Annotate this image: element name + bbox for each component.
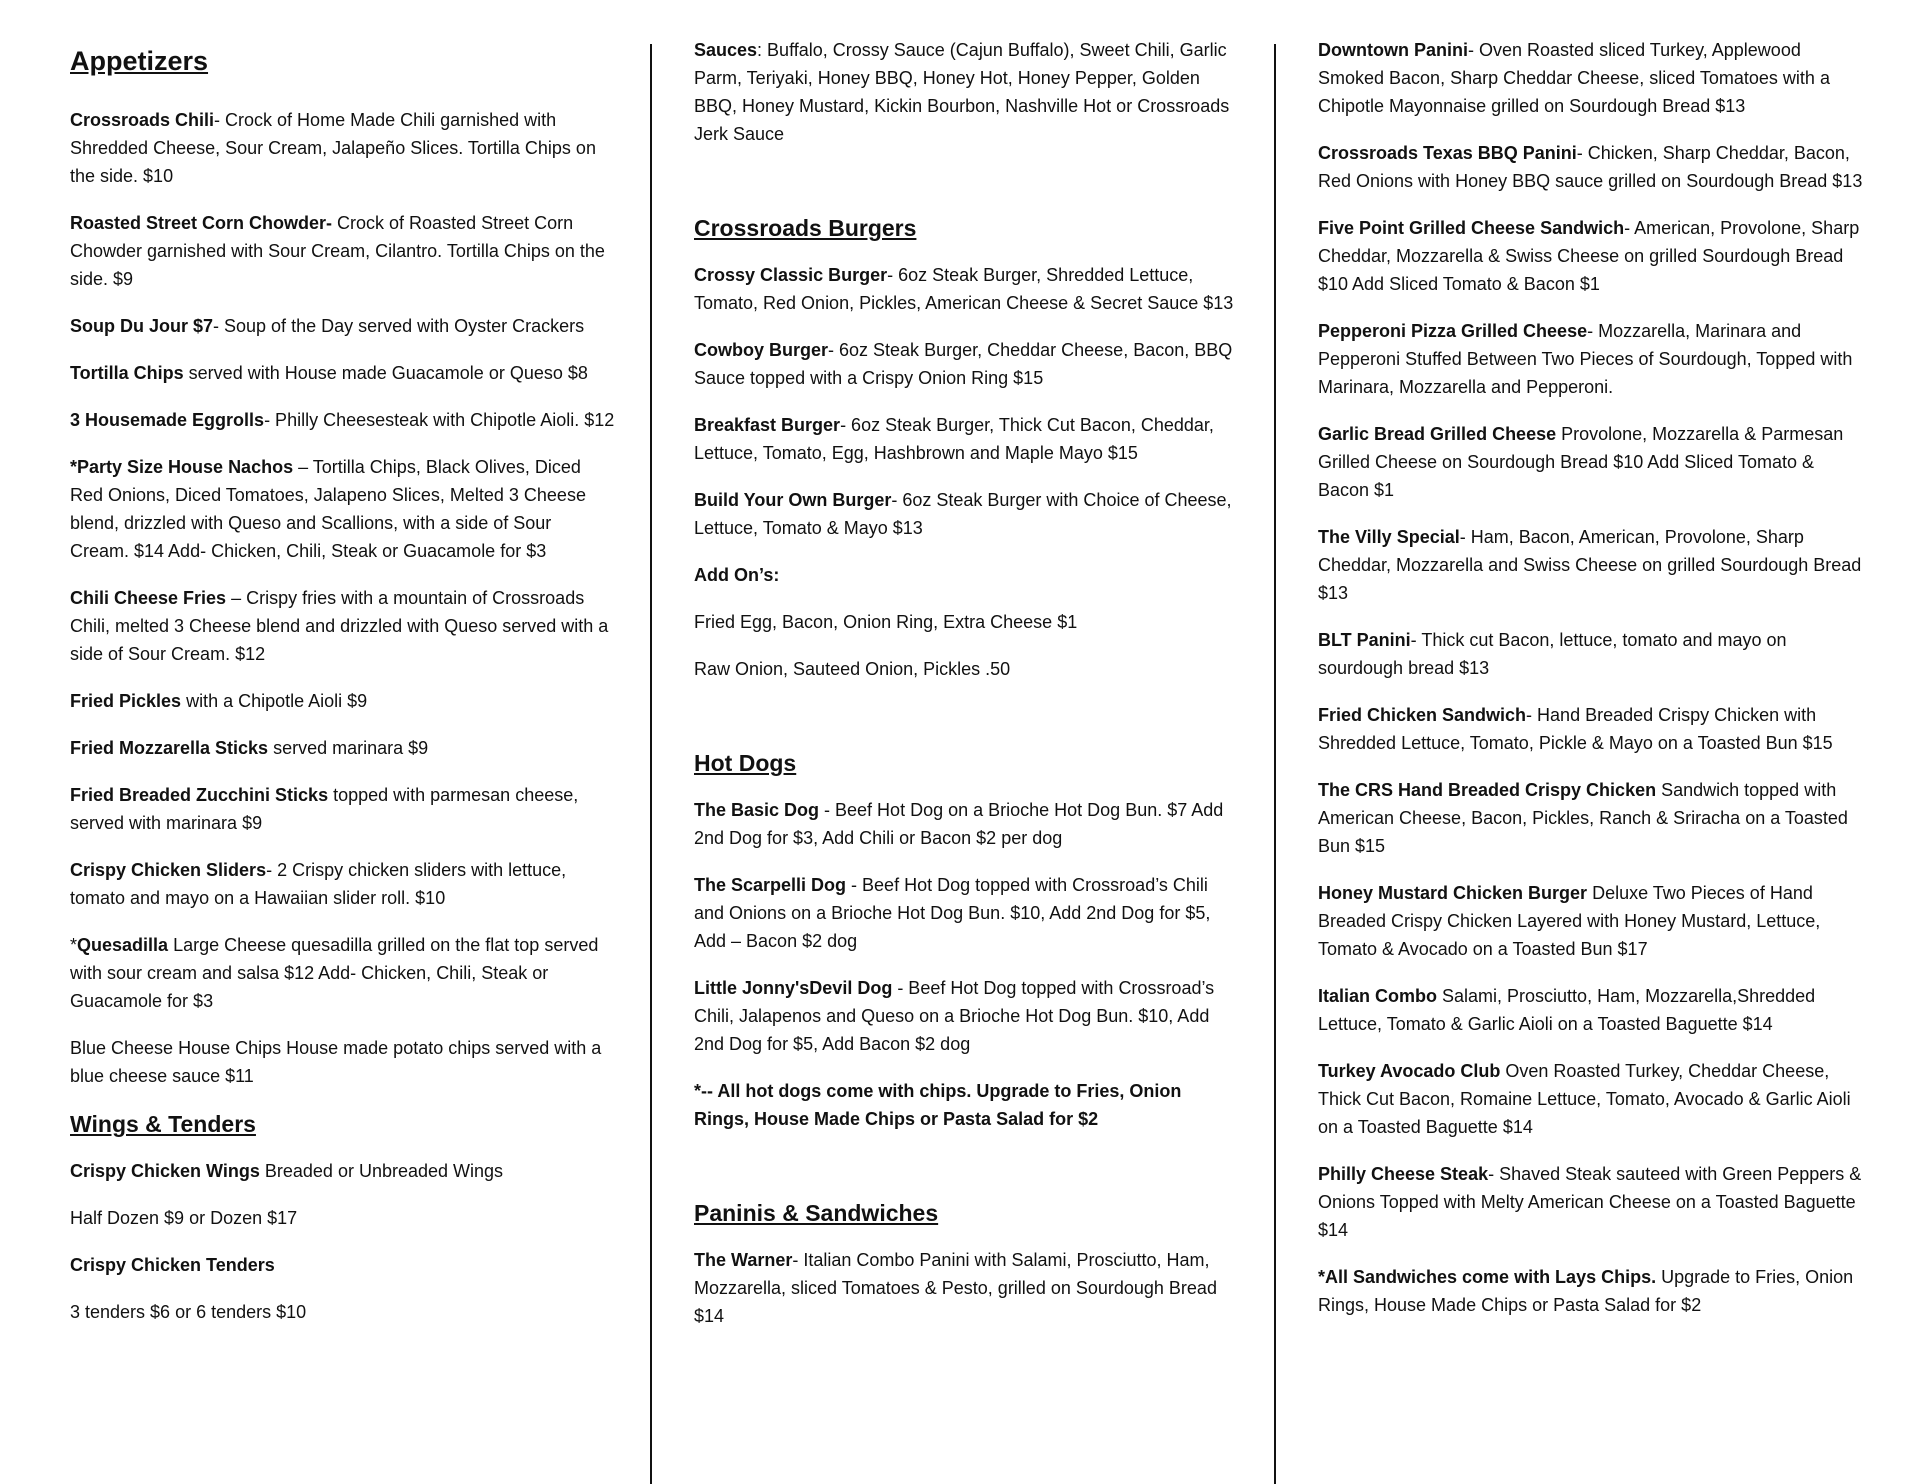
menu-item-description: - Hand Breaded Crispy Chicken with Shredded Lettuce, Tomato, Pickle & Mayo on a Toasted Bun $15 (1318, 705, 1833, 753)
menu-item (694, 1246, 1239, 1330)
menu-item-description: - Crock of Home Made Chili garnished with Shredded Cheese, Sour Cream, Jalapeño Slices. Tortilla Chips on the side. $10 (70, 110, 596, 186)
menu-item-description: - Philly Cheesesteak with Chipotle Aioli. $12 (264, 410, 615, 430)
menu-item-description: - 6oz Steak Burger, Shredded Lettuce, Tomato, Red Onion, Pickles, American Cheese & Secret Sauce $13 (694, 265, 1234, 313)
menu-item (70, 1157, 615, 1185)
menu-item-description: - Beef Hot Dog topped with Crossroad’s Chili, Jalapenos and Queso on a Brioche Hot Dog Bun. $10, Add 2nd Dog for $5, Add Bacon $2 dog (694, 978, 1215, 1054)
menu-item-description: Blue Cheese House Chips House made potato chips served with a blue cheese sauce $11 (70, 1038, 602, 1086)
menu-item-description: Oven Roasted Turkey, Cheddar Cheese, Thick Cut Bacon, Romaine Lettuce, Tomato, Avocado & Garlic Aioli on a Toasted Baguette $14 (1318, 1061, 1851, 1137)
menu-item (694, 608, 1239, 636)
menu-item-name: The Villy Special (1318, 527, 1460, 547)
menu-item-name: Downtown Panini (1318, 40, 1468, 60)
menu-item-description: Salami, Prosciutto, Ham, Mozzarella,Shredded Lettuce, Tomato & Garlic Aioli on a Toasted Baguette $14 (1318, 986, 1816, 1034)
section-spacer (694, 702, 1239, 748)
menu-item-description: - 6oz Steak Burger with Choice of Cheese, Lettuce, Tomato & Mayo $13 (694, 490, 1232, 538)
menu-item (70, 781, 615, 837)
menu-item-description: 3 tenders $6 or 6 tenders $10 (70, 1302, 307, 1322)
menu-item (1318, 36, 1863, 120)
menu-item-description: Large Cheese quesadilla grilled on the flat top served with sour cream and salsa $12 Add- Chicken, Chili, Steak or Guacamole for $3 (70, 935, 599, 1011)
menu-item-description: – Crispy fries with a mountain of Crossroads Chili, melted 3 Cheese blend and drizzled with Queso served with a side of Sour Cream. $12 (70, 588, 609, 664)
menu-item-name: *All Sandwiches come with Lays Chips. (1318, 1267, 1657, 1287)
menu-item-name: Fried Mozzarella Sticks (70, 738, 269, 758)
menu-item-description: topped with parmesan cheese, served with marinara $9 (70, 785, 579, 833)
menu-item (70, 687, 615, 715)
menu-item (70, 1251, 615, 1279)
section-heading: Paninis & Sandwiches (694, 1200, 939, 1226)
menu-item-name: Crossroads Texas BBQ Panini (1318, 143, 1577, 163)
menu-item (1318, 701, 1863, 757)
menu-item (70, 1298, 615, 1326)
menu-item (694, 36, 1239, 148)
menu-item-prefix: * (70, 935, 78, 955)
menu-item (70, 584, 615, 668)
section-heading: Appetizers (70, 46, 209, 76)
menu-item (1318, 420, 1863, 504)
menu-item-description: - Beef Hot Dog on a Brioche Hot Dog Bun. $7 Add 2nd Dog for $3, Add Chili or Bacon $2 per dog (694, 800, 1224, 848)
menu-item (1318, 1057, 1863, 1141)
menu-item-name: The Scarpelli Dog (694, 875, 847, 895)
menu-item (694, 974, 1239, 1058)
menu-column-1 (70, 36, 615, 1345)
menu-item-description: - American, Provolone, Sharp Cheddar, Mozzarella & Swiss Cheese on grilled Sourdough Bread $10 Add Sliced Tomato & Bacon $1 (1318, 218, 1860, 294)
menu-item-name: *Party Size House Nachos (70, 457, 294, 477)
menu-item-description: Sandwich topped with American Cheese, Bacon, Pickles, Ranch & Sriracha on a Toasted Bun $15 (1318, 780, 1848, 856)
menu-item-description: Raw Onion, Sauteed Onion, Pickles .50 (694, 659, 1011, 679)
menu-item (70, 734, 615, 762)
menu-item-description: served with House made Guacamole or Queso $8 (183, 363, 588, 383)
menu-item-description: : Buffalo, Crossy Sauce (Cajun Buffalo), Sweet Chili, Garlic Parm, Teriyaki, Honey BBQ, Honey Hot, Honey Pepper, Golden BBQ, Honey Mustard, Kickin Bourbon, Nashville Hot or Crossroads Jerk Sauce (694, 40, 1230, 144)
menu-item-name: The Warner (694, 1250, 793, 1270)
menu-item-name: The CRS Hand Breaded Crispy Chicken (1318, 780, 1657, 800)
menu-item-description: Upgrade to Fries, Onion Rings, House Made Chips or Pasta Salad for $2 (1318, 1267, 1854, 1315)
menu-item-name: *-- All hot dogs come with chips. Upgrade to Fries, Onion Rings, House Made Chips or Pasta Salad for $2 (694, 1081, 1182, 1129)
menu-item-name: Pepperoni Pizza Grilled Cheese (1318, 321, 1588, 341)
menu-item-name: Fried Pickles (70, 691, 182, 711)
menu-item (694, 796, 1239, 852)
menu-item (70, 312, 615, 340)
menu-item-description: - Shaved Steak sauteed with Green Peppers & Onions Topped with Melty American Cheese on a Toasted Baguette $14 (1318, 1164, 1862, 1240)
menu-column-2 (694, 36, 1239, 1349)
menu-item-description: - Mozzarella, Marinara and Pepperoni Stuffed Between Two Pieces of Sourdough, Topped with Marinara, Mozzarella and Pepperoni. (1318, 321, 1853, 397)
menu-item-description: - Thick cut Bacon, lettuce, tomato and mayo on sourdough bread $13 (1318, 630, 1787, 678)
menu-item-name: Five Point Grilled Cheese Sandwich (1318, 218, 1625, 238)
menu-item-description: Crock of Roasted Street Corn Chowder garnished with Sour Cream, Cilantro. Tortilla Chips on the side. $9 (70, 213, 605, 289)
menu-item-name: Italian Combo (1318, 986, 1438, 1006)
menu-item-description: Deluxe Two Pieces of Hand Breaded Crispy Chicken Layered with Honey Mustard, Lettuce, Tomato & Avocado on a Toasted Bun $17 (1318, 883, 1821, 959)
section-heading: Hot Dogs (694, 750, 797, 776)
menu-item-description: Provolone, Mozzarella & Parmesan Grilled Cheese on Sourdough Bread $10 Add Sliced Tomato & Bacon $1 (1318, 424, 1844, 500)
menu-item-name: Soup Du Jour $7 (70, 316, 214, 336)
menu-item-name: Add On’s: (694, 565, 780, 585)
menu-item (694, 261, 1239, 317)
menu-item-description: - Oven Roasted sliced Turkey, Applewood Smoked Bacon, Sharp Cheddar Cheese, sliced Tomatoes with a Chipotle Mayonnaise grilled on Sourdough Bread $13 (1318, 40, 1830, 116)
menu-item-name: Little Jonny'sDevil Dog (694, 978, 893, 998)
section-heading: Wings & Tenders (70, 1111, 256, 1137)
menu-item-name: Crispy Chicken Tenders (70, 1255, 275, 1275)
menu-item-name: Quesadilla (77, 935, 169, 955)
menu-item-name: The Basic Dog (694, 800, 820, 820)
menu-item (70, 209, 615, 293)
menu-item-name: Breakfast Burger (694, 415, 841, 435)
menu-item-name: Cowboy Burger (694, 340, 829, 360)
menu-item (70, 106, 615, 190)
menu-item (694, 1077, 1239, 1133)
menu-item-description: - Soup of the Day served with Oyster Crackers (213, 316, 585, 336)
menu-item-description: Fried Egg, Bacon, Onion Ring, Extra Cheese $1 (694, 612, 1078, 632)
menu-item (1318, 523, 1863, 607)
menu-item-name: Crispy Chicken Wings (70, 1161, 260, 1181)
menu-item-name: Crispy Chicken Sliders (70, 860, 267, 880)
menu-item (694, 486, 1239, 542)
menu-item-name: Garlic Bread Grilled Cheese (1318, 424, 1557, 444)
menu-item (694, 411, 1239, 467)
menu-item-name: Honey Mustard Chicken Burger (1318, 883, 1588, 903)
menu-item-description: - Ham, Bacon, American, Provolone, Sharp Cheddar, Mozzarella and Swiss Cheese on grilled Sourdough Bread $13 (1318, 527, 1862, 603)
menu-item (694, 336, 1239, 392)
menu-item (1318, 1160, 1863, 1244)
section-spacer (694, 167, 1239, 213)
column-divider (650, 44, 652, 1484)
menu-item-description: Breaded or Unbreaded Wings (259, 1161, 504, 1181)
menu-item-name: Sauces (694, 40, 758, 60)
menu-item-name: Fried Chicken Sandwich (1318, 705, 1527, 725)
menu-item (694, 655, 1239, 683)
menu-item-description: - Italian Combo Panini with Salami, Prosciutto, Ham, Mozzarella, sliced Tomatoes & Pesto, grilled on Sourdough Bread $14 (694, 1250, 1217, 1326)
menu-item (70, 856, 615, 912)
menu-item-description: - 6oz Steak Burger, Cheddar Cheese, Bacon, BBQ Sauce topped with a Crispy Onion Ring $15 (694, 340, 1233, 388)
menu-column-3 (1318, 36, 1863, 1338)
menu-item (70, 1034, 615, 1090)
menu-item-description: - 6oz Steak Burger, Thick Cut Bacon, Cheddar, Lettuce, Tomato, Egg, Hashbrown and Maple Mayo $15 (694, 415, 1214, 463)
menu-item-name: Philly Cheese Steak (1318, 1164, 1489, 1184)
menu-item (1318, 879, 1863, 963)
menu-item-name: Build Your Own Burger (694, 490, 892, 510)
menu-item-description: - Beef Hot Dog topped with Crossroad’s Chili and Onions on a Brioche Hot Dog Bun. $10, Add 2nd Dog for $5, Add – Bacon $2 dog (694, 875, 1211, 951)
menu-item-description: with a Chipotle Aioli $9 (181, 691, 368, 711)
menu-item-name: Turkey Avocado Club (1318, 1061, 1501, 1081)
menu-item-name: Crossroads Chili (70, 110, 215, 130)
menu-item-description: served marinara $9 (268, 738, 429, 758)
menu-item-name: BLT Panini (1318, 630, 1411, 650)
column-divider (1274, 44, 1276, 1484)
menu-item (70, 1204, 615, 1232)
menu-item-description: – Tortilla Chips, Black Olives, Diced Red Onions, Diced Tomatoes, Jalapeno Slices, Melted 3 Cheese blend, drizzled with Queso and Scallions, with a side of Sour Cream. $14 Add- Chicken, Chili, Steak or Guacamole for $3 (70, 457, 586, 561)
menu-item-name: Fried Breaded Zucchini Sticks (70, 785, 329, 805)
menu-item (1318, 982, 1863, 1038)
menu-item (70, 453, 615, 565)
menu-item (1318, 317, 1863, 401)
menu-item (1318, 214, 1863, 298)
menu-item (70, 406, 615, 434)
menu-item (694, 871, 1239, 955)
menu-item (1318, 776, 1863, 860)
menu-item (1318, 139, 1863, 195)
menu-item-name: Crossy Classic Burger (694, 265, 888, 285)
menu-item-name: Tortilla Chips (70, 363, 184, 383)
menu-item (1318, 1263, 1863, 1319)
menu-item-name: 3 Housemade Eggrolls (70, 410, 265, 430)
menu-item-description: - Chicken, Sharp Cheddar, Bacon, Red Onions with Honey BBQ sauce grilled on Sourdough Bread $13 (1318, 143, 1863, 191)
menu-item (1318, 626, 1863, 682)
section-spacer (694, 1152, 1239, 1198)
menu-item (70, 359, 615, 387)
menu-item-description: Half Dozen $9 or Dozen $17 (70, 1208, 298, 1228)
menu-item (694, 561, 1239, 589)
menu-item (70, 931, 615, 1015)
menu-item-name: Chili Cheese Fries (70, 588, 227, 608)
menu-item-name: Roasted Street Corn Chowder- (70, 213, 333, 233)
menu-item-description: - 2 Crispy chicken sliders with lettuce, tomato and mayo on a Hawaiian slider roll. $10 (70, 860, 567, 908)
section-heading: Crossroads Burgers (694, 215, 917, 241)
